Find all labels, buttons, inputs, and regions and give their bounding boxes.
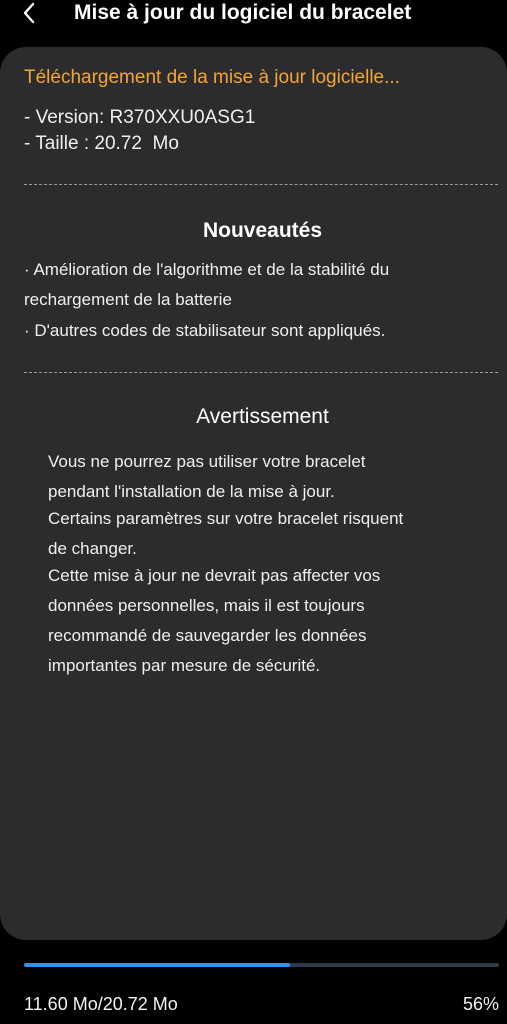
warning-title: Avertissement (196, 405, 329, 428)
page-title: Mise à jour du logiciel du bracelet (74, 1, 412, 24)
whats-new-line: · D'autres codes de stabilisateur sont appliqués. (24, 321, 386, 340)
chevron-left-icon (22, 2, 36, 24)
download-progress-bar (24, 963, 499, 967)
app-bar (0, 0, 507, 30)
warning-line: pendant l'installation de la mise à jour. (48, 482, 335, 501)
warning-line: de changer. (48, 539, 137, 558)
divider (24, 184, 498, 185)
download-percent: 56% (462, 994, 499, 1014)
warning-line: Certains paramètres sur votre bracelet risquent (48, 509, 404, 528)
whats-new-title: Nouveautés (202, 219, 323, 242)
update-card[interactable] (0, 47, 507, 940)
download-progress-fill (24, 963, 290, 967)
warning-line: données personnelles, mais il est toujours (48, 596, 365, 615)
download-size-progress: 11.60 Mo/20.72 Mo (24, 994, 178, 1014)
warning-line: recommandé de sauvegarder les données (48, 626, 367, 645)
download-status: Téléchargement de la mise à jour logicielle... (24, 67, 400, 88)
whats-new-line: rechargement de la batterie (24, 290, 232, 309)
warning-line: Cette mise à jour ne devrait pas affecter vos (48, 566, 381, 585)
whats-new-line: · Amélioration de l'algorithme et de la stabilité du (24, 260, 390, 279)
warning-line: Vous ne pourrez pas utiliser votre bracelet (48, 452, 366, 471)
back-button[interactable] (14, 0, 44, 26)
version-info: - Version: R370XXU0ASG1 (24, 107, 256, 128)
size-info: - Taille : 20.72 Mo (24, 133, 179, 154)
warning-line: importantes par mesure de sécurité. (48, 656, 321, 675)
divider (24, 372, 498, 373)
